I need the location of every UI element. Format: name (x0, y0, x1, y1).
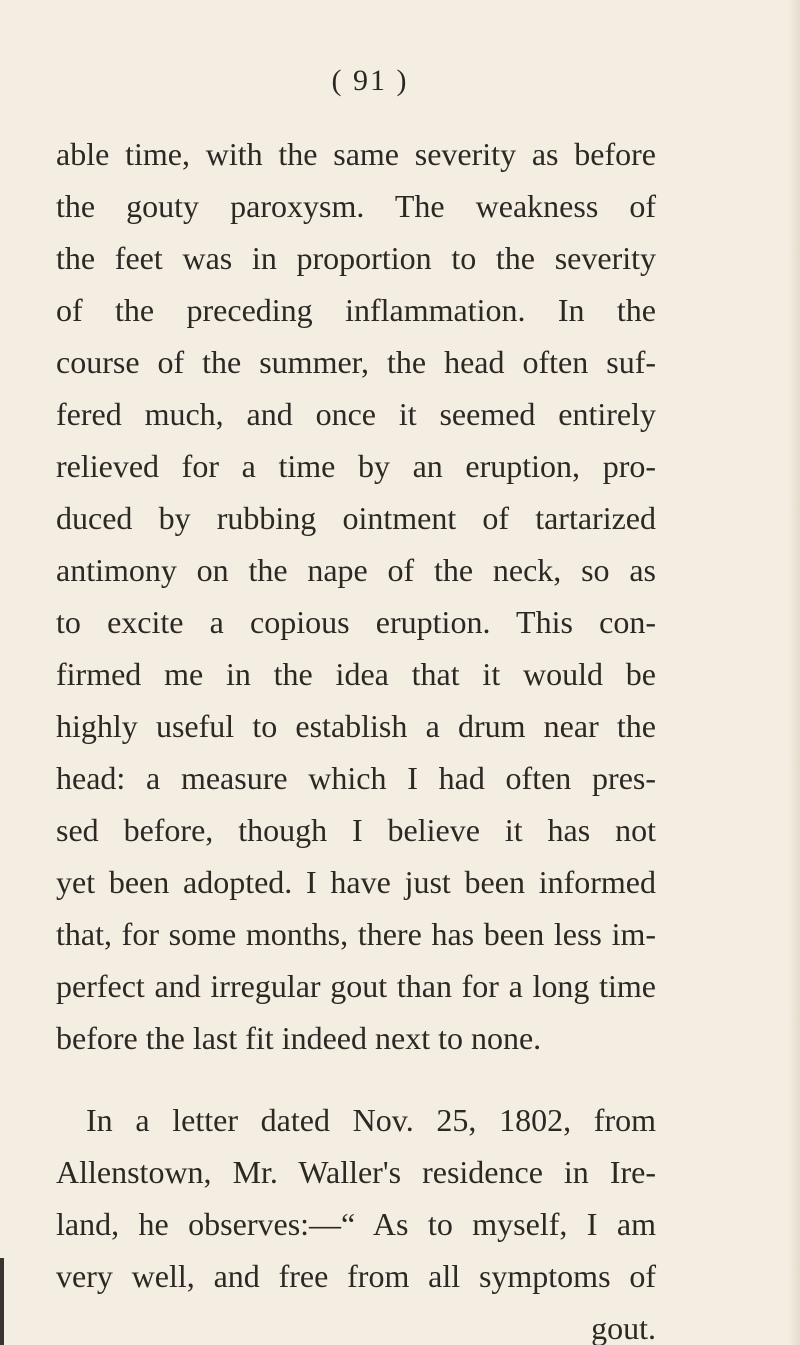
text-line: before the last fit indeed next to none. (56, 1020, 542, 1056)
text-line: yet been adopted. I have just been informed (56, 864, 656, 900)
text-line: very well, and free from all symptoms of (56, 1258, 656, 1294)
text-line: duced by rubbing ointment of tartarized (56, 500, 656, 536)
text-line: to excite a copious eruption. This con- (56, 604, 656, 640)
text-line: of the preceding inflammation. In the (56, 292, 656, 328)
text-line: that, for some months, there has been less im- (56, 916, 656, 952)
text-line: highly useful to establish a drum near the (56, 708, 656, 744)
text-line: land, he observes:—“ As to myself, I am (56, 1206, 656, 1242)
text-line: fered much, and once it seemed entirely (56, 396, 656, 432)
text-line: Allenstown, Mr. Waller's residence in Ire- (56, 1154, 656, 1190)
text-line: the gouty paroxysm. The weakness of (56, 188, 656, 224)
text-line: antimony on the nape of the neck, so as (56, 552, 656, 588)
text-line: the feet was in proportion to the severity (56, 240, 656, 276)
catchword: gout. (591, 1310, 656, 1345)
text-line: firmed me in the idea that it would be (56, 656, 656, 692)
page-edge-mark (0, 1258, 4, 1345)
text-line: perfect and irregular gout than for a long time (56, 968, 656, 1004)
page-edge-shadow (788, 0, 800, 1345)
text-line: sed before, though I believe it has not (56, 812, 656, 848)
text-line: In a letter dated Nov. 25, 1802, from (86, 1102, 656, 1138)
text-line: relieved for a time by an eruption, pro- (56, 448, 656, 484)
text-line: able time, with the same severity as before (56, 136, 656, 172)
text-line: head: a measure which I had often pres- (56, 760, 656, 796)
page-number: ( 91 ) (331, 64, 409, 97)
text-line: course of the summer, the head often suf- (56, 344, 656, 380)
